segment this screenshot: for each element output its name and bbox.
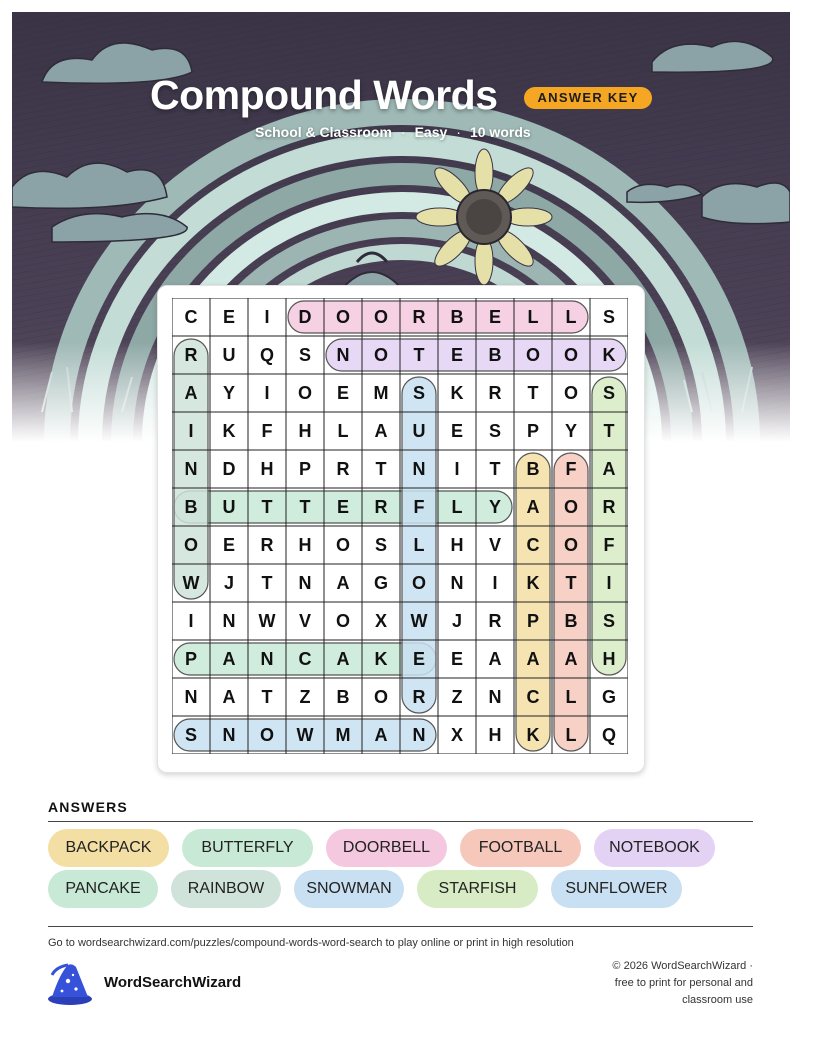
grid-cell[interactable]: S — [374, 535, 387, 555]
grid-cell[interactable]: N — [412, 459, 426, 479]
grid-cell[interactable]: E — [450, 345, 463, 365]
grid-cell[interactable]: J — [223, 573, 234, 593]
grid-cell[interactable]: F — [413, 497, 425, 517]
grid-cell[interactable]: I — [188, 611, 194, 631]
grid-cell[interactable]: G — [373, 573, 388, 593]
answer-chip-sunflower: SUNFLOWER — [551, 870, 682, 908]
grid-cell[interactable]: A — [526, 497, 540, 517]
grid-cell[interactable]: E — [412, 649, 425, 669]
grid-cell[interactable]: M — [335, 725, 351, 745]
grid-cell[interactable]: O — [525, 345, 540, 365]
grid-cell[interactable]: G — [601, 687, 616, 707]
grid-cell[interactable]: E — [488, 307, 501, 327]
grid-cell[interactable]: S — [602, 307, 615, 327]
grid-cell[interactable]: E — [450, 649, 463, 669]
answer-chip-doorbell: DOORBELL — [326, 829, 447, 867]
grid-cell[interactable]: H — [260, 459, 274, 479]
grid-cell[interactable]: F — [603, 535, 615, 555]
grid-cell[interactable]: C — [526, 687, 540, 707]
grid-cell[interactable]: O — [563, 535, 578, 555]
grid-cell[interactable]: C — [184, 307, 198, 327]
grid-cell[interactable]: C — [298, 649, 312, 669]
grid-cell[interactable]: W — [182, 573, 200, 593]
grid-cell[interactable]: O — [563, 383, 578, 403]
answer-chip-rainbow: RAINBOW — [171, 870, 281, 908]
grid-cell[interactable]: A — [374, 421, 388, 441]
grid-cell[interactable]: K — [450, 383, 464, 403]
grid-cell[interactable]: U — [222, 345, 236, 365]
puzzle-meta — [255, 124, 531, 140]
grid-cell[interactable]: T — [527, 383, 539, 403]
grid-cell[interactable]: D — [222, 459, 236, 479]
grid-cell[interactable]: R — [336, 459, 350, 479]
grid-cell[interactable]: F — [565, 459, 577, 479]
grid-cell[interactable]: Q — [601, 725, 616, 745]
grid-cell[interactable]: K — [526, 573, 540, 593]
grid-cell[interactable]: O — [373, 345, 388, 365]
grid-cell[interactable]: V — [488, 535, 501, 555]
grid-cell[interactable]: A — [374, 725, 388, 745]
brand-name: WordSearchWizard — [104, 974, 242, 991]
answer-chip-football: FOOTBALL — [460, 829, 581, 867]
grid-cell[interactable]: W — [258, 611, 276, 631]
grid-cell[interactable]: N — [450, 573, 464, 593]
grid-cell[interactable]: B — [488, 345, 502, 365]
grid-cell[interactable]: N — [260, 649, 274, 669]
grid-cell[interactable]: I — [188, 421, 194, 441]
grid-cell[interactable]: X — [450, 725, 463, 745]
grid-cell[interactable]: I — [264, 383, 270, 403]
grid-cell[interactable]: S — [184, 725, 197, 745]
grid-cell[interactable]: R — [260, 535, 274, 555]
copyright-line: classroom use — [682, 994, 753, 1006]
grid-cell[interactable]: T — [375, 459, 387, 479]
grid-cell[interactable]: W — [296, 725, 314, 745]
grid-cell[interactable]: O — [335, 307, 350, 327]
grid-cell[interactable]: T — [261, 573, 273, 593]
grid-cell[interactable]: I — [606, 573, 612, 593]
grid-cell[interactable]: P — [184, 649, 197, 669]
grid-cell[interactable]: I — [492, 573, 498, 593]
copyright-notice — [553, 958, 753, 1009]
grid-cell[interactable]: L — [413, 535, 425, 555]
grid-cell[interactable]: K — [526, 725, 540, 745]
grid-cell[interactable]: E — [222, 307, 235, 327]
grid-cell[interactable]: A — [602, 459, 616, 479]
grid-cell[interactable]: L — [565, 687, 577, 707]
grid-cell[interactable]: F — [261, 421, 273, 441]
grid-cell[interactable]: T — [299, 497, 311, 517]
grid-cell[interactable]: U — [412, 421, 426, 441]
answer-chip-pancake: PANCAKE — [48, 870, 158, 908]
answer-chip-starfish: STARFISH — [417, 870, 538, 908]
answer-key-badge: ANSWER KEY — [524, 87, 652, 109]
grid-cell[interactable]: W — [410, 611, 428, 631]
grid-cell[interactable]: B — [564, 611, 578, 631]
grid-cell[interactable]: Y — [488, 497, 501, 517]
grid-cell[interactable]: P — [526, 611, 539, 631]
grid-cell[interactable]: Z — [299, 687, 311, 707]
grid-cell[interactable]: E — [222, 535, 235, 555]
grid-cell[interactable]: I — [264, 307, 270, 327]
meta-category: School & Classroom — [255, 124, 392, 140]
grid-cell[interactable]: Y — [564, 421, 577, 441]
answer-chip-snowman: SNOWMAN — [294, 870, 404, 908]
grid-cell[interactable]: J — [451, 611, 462, 631]
footer-url-text: Go to wordsearchwizard.com/puzzles/compound-words-word-search to play online or print in high resolution — [48, 937, 574, 949]
grid-cell[interactable]: O — [297, 383, 312, 403]
grid-cell[interactable]: T — [261, 497, 273, 517]
grid-cell[interactable]: R — [602, 497, 616, 517]
grid-cell[interactable]: O — [335, 535, 350, 555]
answer-chip-butterfly: BUTTERFLY — [182, 829, 313, 867]
grid-cell[interactable]: S — [602, 383, 615, 403]
meta-difficulty: Easy — [414, 124, 448, 140]
grid-cell[interactable]: D — [298, 307, 312, 327]
grid-cell[interactable]: H — [298, 535, 312, 555]
grid-cell[interactable]: N — [488, 687, 502, 707]
grid-cell[interactable]: P — [298, 459, 311, 479]
grid-cell[interactable]: I — [454, 459, 460, 479]
grid-cell[interactable]: B — [184, 497, 198, 517]
grid-cell[interactable]: R — [412, 687, 426, 707]
grid-cell[interactable]: C — [526, 535, 540, 555]
answer-chip-notebook: NOTEBOOK — [594, 829, 715, 867]
grid-cell[interactable]: N — [298, 573, 312, 593]
grid-cell[interactable]: N — [184, 459, 198, 479]
grid-cell[interactable]: X — [374, 611, 387, 631]
grid-cell[interactable]: N — [412, 725, 426, 745]
grid-cell[interactable]: M — [373, 383, 389, 403]
grid-cell[interactable]: R — [412, 307, 426, 327]
grid-cell[interactable]: H — [488, 725, 502, 745]
sunflower-illustration — [416, 149, 552, 285]
grid-cell[interactable]: P — [526, 421, 539, 441]
grid-cell[interactable]: A — [336, 649, 350, 669]
meta-separator: · — [456, 124, 461, 140]
grid-cell[interactable]: S — [298, 345, 311, 365]
grid-cell[interactable]: T — [603, 421, 615, 441]
grid-cell[interactable]: T — [489, 459, 501, 479]
grid-cell[interactable]: O — [563, 345, 578, 365]
grid-cell[interactable]: E — [336, 383, 349, 403]
grid-cell[interactable]: A — [526, 649, 540, 669]
grid-cell[interactable]: O — [373, 687, 388, 707]
meta-separator: · — [400, 124, 406, 140]
answers-heading: ANSWERS — [48, 799, 128, 815]
grid-cell[interactable]: K — [222, 421, 236, 441]
grid-cell[interactable]: T — [413, 345, 425, 365]
grid-cell[interactable]: N — [222, 725, 236, 745]
grid-cell[interactable]: L — [565, 725, 577, 745]
answers-divider — [48, 821, 753, 822]
grid-cell[interactable]: E — [336, 497, 349, 517]
grid-cell[interactable]: R — [488, 383, 502, 403]
word-search-grid — [172, 298, 628, 754]
grid-cell[interactable]: R — [184, 345, 198, 365]
grid-cell[interactable]: B — [450, 307, 464, 327]
grid-cell[interactable]: U — [222, 497, 236, 517]
copyright-line: © 2026 WordSearchWizard · — [612, 960, 753, 972]
grid-cell[interactable]: S — [412, 383, 425, 403]
grid-cell[interactable]: O — [335, 611, 350, 631]
grid-cell[interactable]: O — [259, 725, 274, 745]
grid-cell[interactable]: A — [336, 573, 350, 593]
grid-cell[interactable]: L — [451, 497, 463, 517]
grid-cell[interactable]: O — [183, 535, 198, 555]
grid-cell[interactable]: L — [337, 421, 349, 441]
grid-cell[interactable]: V — [298, 611, 311, 631]
footer-divider — [48, 926, 753, 927]
grid-cell[interactable]: L — [527, 307, 539, 327]
grid-cell[interactable]: T — [261, 687, 273, 707]
grid-cell[interactable]: B — [526, 459, 540, 479]
grid-cell[interactable]: K — [602, 345, 616, 365]
grid-cell[interactable]: Q — [259, 345, 274, 365]
grid-cell[interactable]: R — [374, 497, 388, 517]
answer-chip-backpack: BACKPACK — [48, 829, 169, 867]
grid-cell[interactable]: L — [565, 307, 577, 327]
grid-cell[interactable]: A — [222, 649, 236, 669]
grid-cell[interactable]: K — [374, 649, 388, 669]
grid-cell[interactable]: H — [298, 421, 312, 441]
grid-cell[interactable]: H — [602, 649, 616, 669]
grid-cell[interactable]: T — [565, 573, 577, 593]
grid-cell[interactable]: O — [411, 573, 426, 593]
grid-cell[interactable]: A — [222, 687, 236, 707]
grid-cell[interactable]: A — [184, 383, 198, 403]
grid-cell[interactable]: N — [184, 687, 198, 707]
grid-cell[interactable]: E — [450, 421, 463, 441]
grid-cell[interactable]: N — [222, 611, 236, 631]
grid-cell[interactable]: O — [563, 497, 578, 517]
grid-cell[interactable]: R — [488, 611, 502, 631]
grid-cell[interactable]: B — [336, 687, 350, 707]
grid-cell[interactable]: A — [488, 649, 502, 669]
grid-cell[interactable]: H — [450, 535, 464, 555]
grid-cell[interactable]: Z — [451, 687, 463, 707]
grid-cell[interactable]: Y — [222, 383, 235, 403]
grid-cell[interactable]: S — [602, 611, 615, 631]
copyright-line: free to print for personal and — [614, 977, 753, 989]
wizard-hat-icon — [46, 963, 94, 1007]
grid-cell[interactable]: N — [336, 345, 350, 365]
grid-cell[interactable]: A — [564, 649, 578, 669]
grid-cell[interactable]: O — [373, 307, 388, 327]
grid-cell[interactable]: S — [488, 421, 501, 441]
page-title: Compound Words — [150, 72, 498, 118]
meta-word-count: 10 words — [469, 124, 531, 140]
